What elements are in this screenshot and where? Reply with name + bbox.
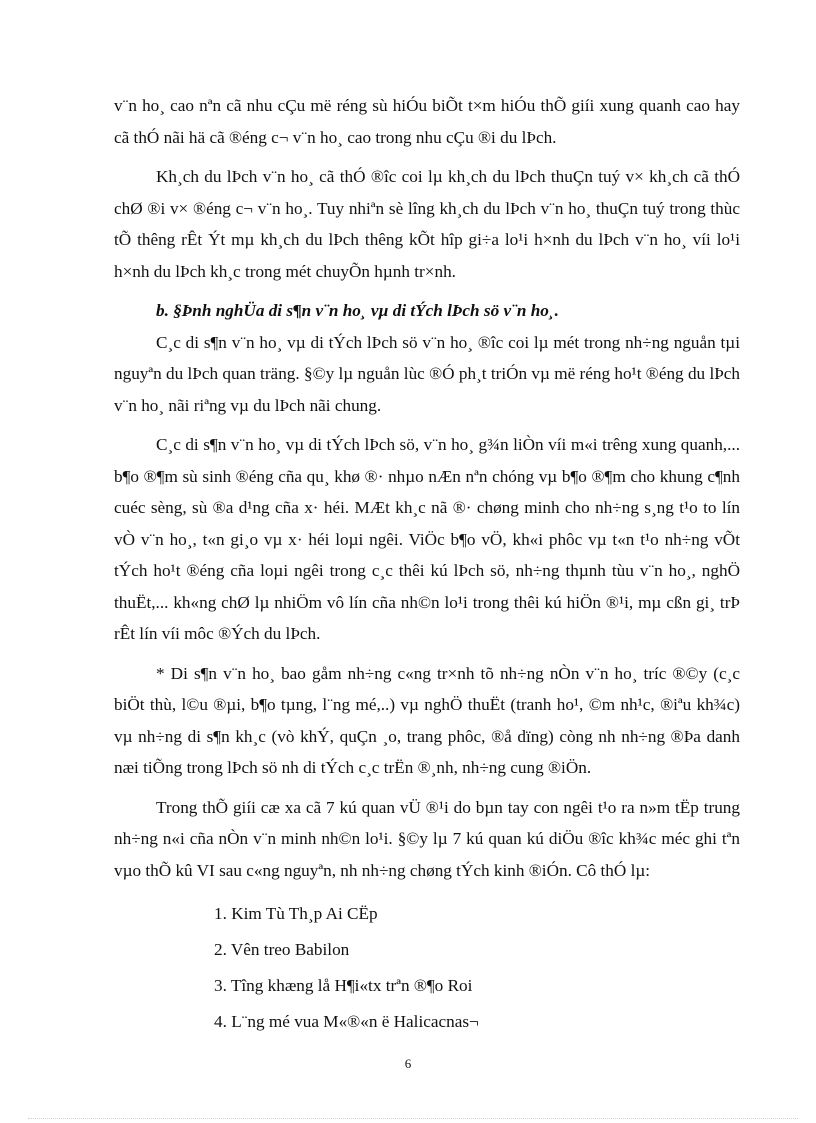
paragraph-heritage-definition: * Di s¶n v¨n ho¸ bao gåm nh÷ng c«ng tr×nh tõ nh÷ng nÒn v¨n ho¸ tríc ®©y (c¸c biÖt thù, l©u ®µi, b¶o tµng, l¨ng mé,..) vµ nghÖ thuËt (tranh ho¹, ©m nh¹c, ®iªu kh¾c) vµ nh÷ng di s¶n kh¸c (vò khÝ, quÇn ¸o, trang phôc, ®å dïng) còng nh nh÷ng ®Þa danh næi tiÕng trong lÞch sö nh di tÝch c¸c trËn ®¸nh, nh÷ng cung ®iÖn. — [114, 663, 740, 777]
paragraph-heritage-environment: C¸c di s¶n v¨n ho¸ vµ di tÝch lÞch sö, v¨n ho¸ g¾n liÒn víi m«i trêng xung quanh,... b¶o ®¶m sù sinh ®éng cña qu¸ khø ®· nhµo nÆn nªn chóng vµ b¶o ®¶m cho khung c¶nh cuéc sèng, sù ®a d¹ng cña x· héi. MÆt kh¸c nã ®· chøng minh cho nh÷ng s¸ng t¹o to lín vÒ v¨n ho¸, t«n gi¸o vµ x· héi loµi ngêi. ViÖc b¶o vÖ, kh«i phôc vµ t«n t¹o nh÷ng vÕt tÝch ho¹t ®éng cña loµi ngêi trong c¸c thêi kú lÞch sö, nh÷ng thµnh tùu v¨n ho¸, nghÖ thuËt,... kh«ng chØ lµ nhiÖm vô lín cña nh©n lo¹i trong thêi kú hiÖn ®¹i, mµ cßn gi¸ trÞ rÊt lín víi môc ®Ých du lÞch. — [114, 435, 740, 643]
list-item: 3. Tîng khæng lå H¶i«tx trªn ®¶o Roi — [214, 976, 473, 995]
page-content — [114, 90, 740, 1042]
page-bottom-divider — [28, 1118, 798, 1119]
list-item: 1. Kim Tù Th¸p Ai CËp — [214, 904, 378, 923]
section-heading-b: b. §Þnh nghÜa di s¶n v¨n ho¸ vµ di tÝch lÞch sö v¨n ho¸. — [156, 301, 559, 320]
list-item: 4. L¨ng mé vua M«®«n ë Halicacnas¬ — [214, 1012, 479, 1031]
list-item: 2. Vên treo Babilon — [214, 940, 350, 959]
paragraph-heritage-resources: C¸c di s¶n v¨n ho¸ vµ di tÝch lÞch sö v¨n ho¸ ®îc coi lµ mét trong nh÷ng nguån tµi nguyªn du lÞch quan träng. §©y lµ nguån lùc ®Ó ph¸t triÓn vµ më réng ho¹t ®éng du lÞch v¨n ho¸ nãi riªng vµ du lÞch nãi chung. — [114, 332, 740, 415]
page-number: 6 — [404, 1056, 412, 1071]
paragraph-seven-wonders: Trong thÕ giíi cæ xa cã 7 kú quan vÜ ®¹i do bµn tay con ngêi t¹o ra n»m tËp trung nh÷ng n«i cña nÒn v¨n minh nh©n lo¹i. §©y lµ 7 kú quan kú diÖu ®îc kh¾c méc ghi tªn vµo thÕ kû VI sau c«ng nguyªn, nh nh÷ng chøng tÝch kinh ®iÓn. Cô thÓ lµ: — [114, 797, 740, 880]
paragraph-cultural-tourists: Kh¸ch du lÞch v¨n ho¸ cã thÓ ®îc coi lµ kh¸ch du lÞch thuÇn tuý v× kh¸ch cã thÓ chØ ®i v× ®éng c¬ v¨n ho¸. Tuy nhiªn sè lîng kh¸ch du lÞch v¨n ho¸ thuÇn tuý trong thùc tÕ thêng rÊt Ýt mµ kh¸ch du lÞch thêng kÕt hîp gi÷a lo¹i h×nh du lÞch v¨n ho¸ víi lo¹i h×nh du lÞch kh¸c trong mét chuyÕn hµnh tr×nh. — [114, 167, 740, 281]
paragraph-continued: v¨n ho¸ cao nªn cã nhu cÇu më réng sù hiÓu biÕt t×m hiÓu thÕ giíi xung quanh cao hay cã thÓ nãi hä cã ®éng c¬ v¨n ho¸ cao trong nhu cÇu ®i du lÞch. — [114, 96, 740, 147]
wonders-list — [214, 898, 740, 1037]
